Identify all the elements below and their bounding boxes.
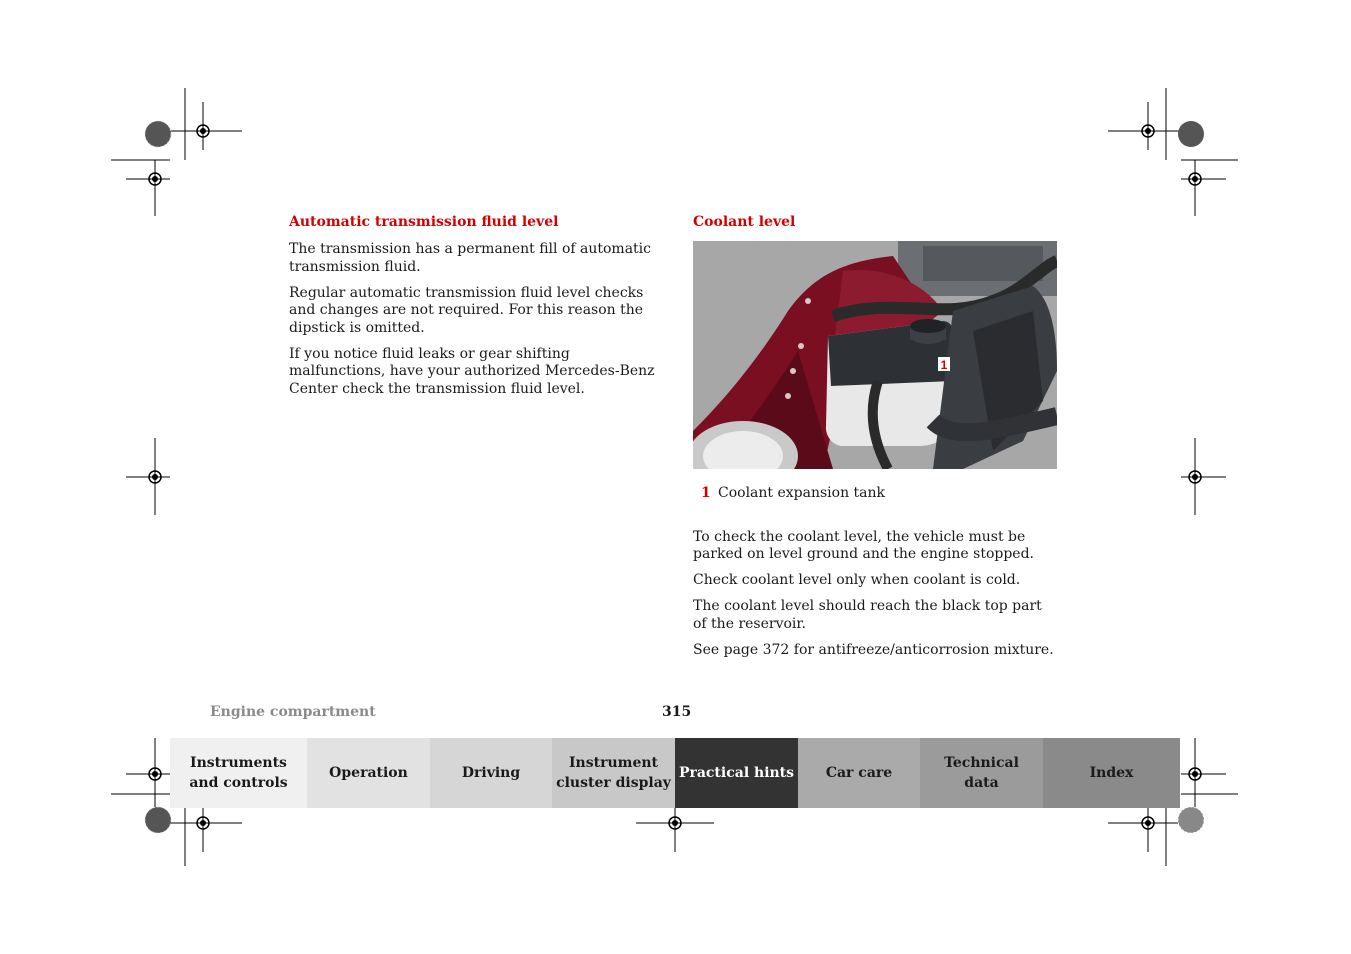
tab-technical-data[interactable] (920, 738, 1043, 808)
paragraph: If you notice fluid leaks or gear shifting malfunctions, have your authorized Mercedes-Benz Center check the transmission fluid level. (289, 345, 655, 397)
paragraph: The coolant level should reach the black top part of the reservoir. (693, 598, 1042, 632)
paragraph: Check coolant level only when coolant is cold. (693, 572, 1021, 588)
tab-instruments-and-controls[interactable] (170, 738, 307, 808)
tab-label: Driving (461, 765, 521, 781)
paragraph: The transmission has a permanent fill of automatic transmission fluid. (289, 241, 651, 275)
tab-practical-hints[interactable] (675, 738, 798, 808)
tab-label: data (964, 775, 999, 791)
tab-label: Instruments (190, 755, 287, 771)
engine-compartment-illustration (693, 241, 1057, 469)
section-label: Engine compartment (210, 704, 376, 720)
tab-label: Instrument (569, 755, 658, 771)
section-heading: Automatic transmission fluid level (289, 214, 559, 230)
paragraph: To check the coolant level, the vehicle must be parked on level ground and the engine stopped. (693, 528, 1034, 562)
tab-label: Index (1089, 765, 1134, 781)
tab-label: cluster display (556, 775, 671, 791)
tab-label: Practical hints (678, 765, 795, 781)
coolant-section (693, 213, 1057, 668)
chapter-tabs (170, 738, 1180, 808)
transmission-section (289, 213, 661, 407)
page-number: 315 (662, 704, 692, 720)
tab-car-care[interactable] (798, 738, 920, 808)
figure-caption (701, 485, 1057, 503)
paragraph: Regular automatic transmission fluid level checks and changes are not required. For this reason the dipstick is omitted. (289, 284, 644, 336)
tab-label: Technical (944, 755, 1019, 771)
tab-operation[interactable] (307, 738, 430, 808)
caption-text: Coolant expansion tank (718, 485, 886, 501)
tab-label: Operation (329, 765, 408, 781)
paragraph: See page 372 for antifreeze/anticorrosion mixture. (693, 641, 1054, 658)
tab-instrument-cluster-display[interactable] (552, 738, 675, 808)
caption-number: 1 (701, 485, 711, 501)
section-heading: Coolant level (693, 214, 796, 230)
callout-number: 1 (940, 358, 948, 372)
tab-driving[interactable] (430, 738, 552, 808)
tab-label: Car care (825, 765, 893, 781)
tab-index[interactable] (1043, 738, 1180, 808)
tab-label: and controls (189, 775, 288, 791)
